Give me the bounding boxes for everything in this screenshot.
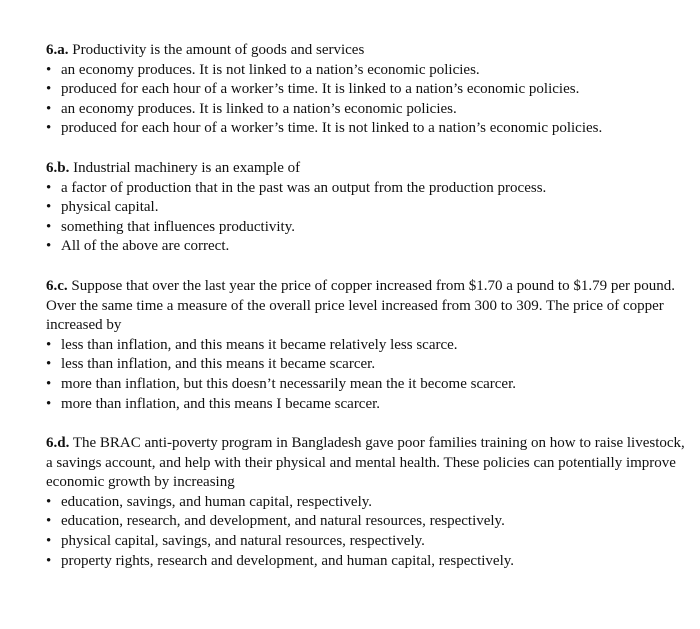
option-list [46, 179, 686, 257]
option-text: education, research, and development, and natural resources, respectively. [61, 513, 505, 530]
option-item [46, 532, 686, 552]
question-6b [46, 159, 686, 257]
option-item [46, 61, 686, 81]
question-stem [46, 41, 686, 61]
bullet-icon: • [46, 552, 52, 569]
option-text: physical capital, savings, and natural resources, respectively. [61, 533, 425, 550]
question-text: Productivity is the amount of goods and services [68, 42, 365, 58]
option-list [46, 493, 686, 571]
question-stem [46, 159, 686, 179]
option-text: something that influences productivity. [61, 218, 295, 235]
question-6d [46, 434, 686, 571]
option-item [46, 336, 686, 356]
option-text: less than inflation, and this means it became relatively less scarce. [61, 336, 458, 353]
bullet-icon: • [46, 395, 52, 412]
bullet-icon: • [46, 218, 52, 235]
option-list [46, 336, 686, 414]
option-item [46, 218, 686, 238]
bullet-icon: • [46, 179, 52, 196]
option-item [46, 80, 686, 100]
option-item [46, 237, 686, 257]
option-item [46, 100, 686, 120]
bullet-icon: • [46, 336, 52, 353]
option-item [46, 179, 686, 199]
bullet-icon: • [46, 356, 52, 373]
bullet-icon: • [46, 199, 52, 216]
question-number: 6.a. [46, 42, 69, 58]
option-text: property rights, research and development, and human capital, respectively. [61, 552, 515, 569]
option-text: a factor of production that in the past was an output from the production process. [61, 179, 547, 196]
option-text: education, savings, and human capital, respectively. [61, 493, 373, 510]
option-item [46, 493, 686, 513]
bullet-icon: • [46, 513, 52, 530]
question-document [46, 41, 686, 591]
question-text: Industrial machinery is an example of [69, 159, 301, 176]
option-item [46, 375, 686, 395]
bullet-icon: • [46, 238, 52, 255]
option-list [46, 61, 686, 139]
bullet-icon: • [46, 61, 52, 78]
question-text: Suppose that over the last year the price of copper increased from $1.70 a pound to $1.79 per pound. Over the same time a measure of the overall price level increased from 300 to 309. The price of copper increased by [46, 277, 675, 334]
option-text: an economy produces. It is not linked to a nation’s economic policies. [61, 61, 480, 78]
bullet-icon: • [46, 375, 52, 392]
question-number: 6.b. [46, 159, 70, 176]
question-6c [46, 277, 686, 414]
bullet-icon: • [46, 100, 52, 117]
option-text: an economy produces. It is linked to a nation’s economic policies. [61, 100, 457, 117]
option-text: All of the above are correct. [61, 238, 230, 255]
option-item [46, 552, 686, 572]
option-item [46, 512, 686, 532]
option-text: more than inflation, and this means I became scarcer. [61, 395, 381, 412]
option-text: produced for each hour of a worker’s time. It is linked to a nation’s economic policies. [61, 81, 580, 98]
option-item [46, 119, 686, 139]
question-number: 6.d. [46, 435, 70, 452]
question-text: The BRAC anti-poverty program in Bangladesh gave poor families training on how to raise livestock, a savings account, and help with their physical and mental health. These policies can potentially improve economic growth by increasing [46, 435, 685, 491]
bullet-icon: • [46, 493, 52, 510]
option-item [46, 395, 686, 415]
option-text: physical capital. [61, 199, 159, 216]
question-6a [46, 41, 686, 139]
question-stem [46, 277, 686, 336]
option-text: produced for each hour of a worker’s time. It is not linked to a nation’s economic policies. [61, 120, 603, 137]
option-text: less than inflation, and this means it became scarcer. [61, 356, 376, 373]
bullet-icon: • [46, 533, 52, 550]
option-item [46, 198, 686, 218]
option-item [46, 355, 686, 375]
option-text: more than inflation, but this doesn’t necessarily mean the it become scarcer. [61, 375, 516, 392]
question-number: 6.c. [46, 277, 68, 294]
question-stem [46, 434, 686, 493]
bullet-icon: • [46, 120, 52, 137]
bullet-icon: • [46, 81, 52, 98]
